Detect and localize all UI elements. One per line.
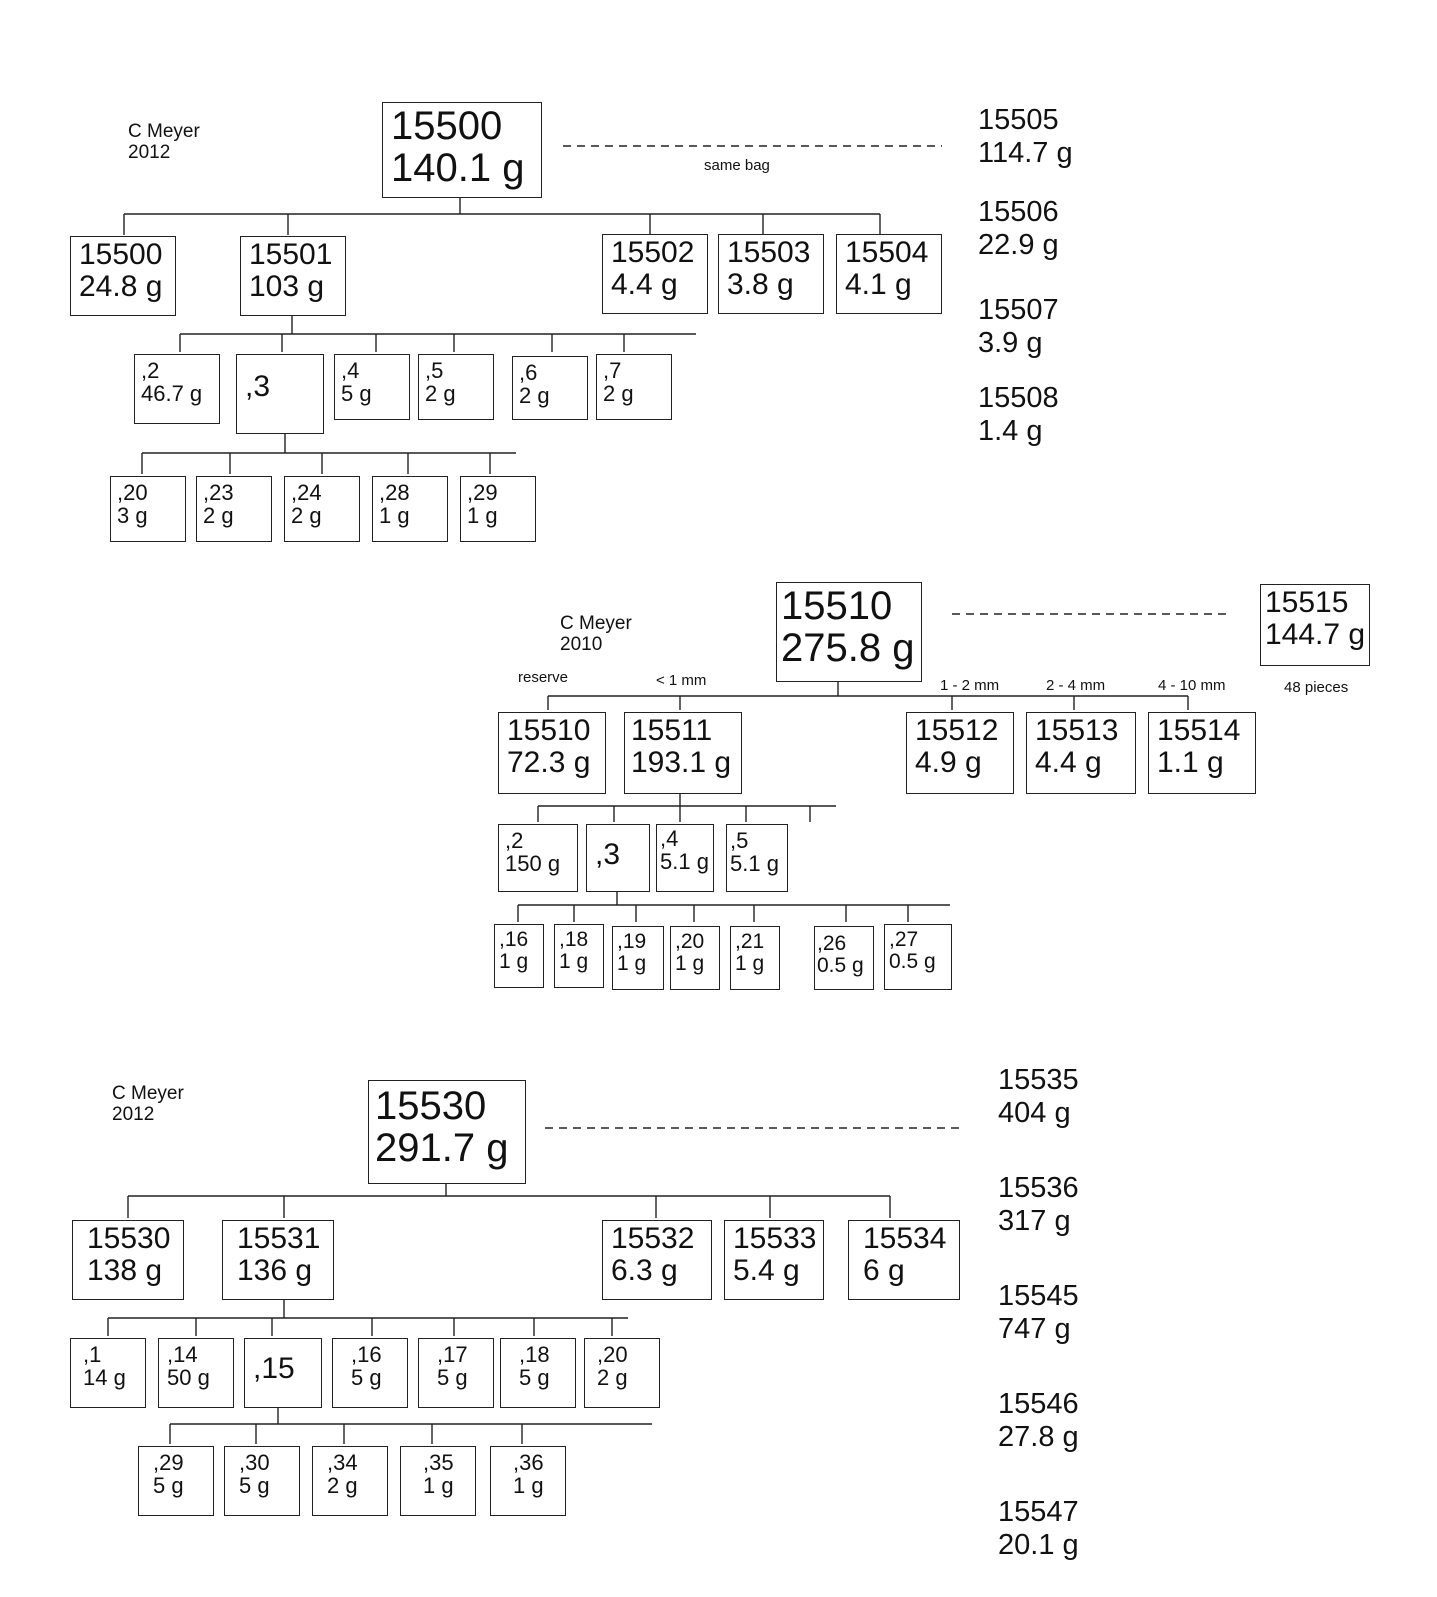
node-weight: 4.4 g: [611, 267, 678, 301]
node-id: 15503: [727, 236, 811, 269]
node: [236, 354, 324, 434]
node-weight: 1 g: [675, 952, 705, 976]
author-label: [112, 1084, 184, 1126]
node-id: 15501: [249, 238, 333, 271]
node-id: ,26: [817, 932, 847, 955]
node-id: ,19: [617, 930, 647, 953]
node-id: ,5: [730, 828, 749, 853]
author-label: [128, 122, 200, 164]
node-weight: 2 g: [203, 503, 234, 529]
node: [400, 1446, 476, 1516]
node-weight: 1.1 g: [1157, 745, 1224, 779]
node-id: ,30: [239, 1450, 270, 1475]
node-id: ,21: [735, 930, 765, 953]
node-weight: 5 g: [239, 1473, 270, 1499]
side-weight: 114.7 g: [978, 137, 1073, 170]
node: [332, 1338, 408, 1408]
node-weight: 2 g: [327, 1473, 358, 1499]
node: [498, 824, 578, 892]
node-id: ,1: [83, 1342, 102, 1367]
node-weight: 291.7 g: [375, 1126, 509, 1170]
label-1-2mm: 1 - 2 mm: [940, 677, 1000, 694]
node-id: 15514: [1157, 714, 1241, 747]
node-id: 15510: [781, 584, 893, 628]
side-id: 15545: [998, 1280, 1079, 1312]
node-id: ,36: [513, 1450, 544, 1475]
node-id: ,23: [203, 480, 234, 505]
node-id: ,20: [117, 480, 148, 505]
node-weight: 1 g: [467, 503, 498, 529]
node-id: ,24: [291, 480, 322, 505]
author-name: C Meyer: [128, 121, 200, 142]
node: [602, 234, 708, 314]
node-id: ,29: [153, 1450, 184, 1475]
node-id: ,14: [167, 1342, 198, 1367]
node-weight: 3 g: [117, 503, 148, 529]
node: [196, 476, 272, 542]
node-weight: 50 g: [167, 1365, 210, 1391]
node-id: ,18: [519, 1342, 550, 1367]
node-id: 15532: [611, 1222, 695, 1255]
node-weight: 2 g: [603, 381, 634, 407]
side-id: 15505: [978, 104, 1059, 136]
node: [730, 926, 780, 990]
node-weight: 138 g: [87, 1253, 163, 1287]
node: [1148, 712, 1256, 794]
node-id: ,4: [341, 358, 360, 383]
node-weight: 1 g: [617, 952, 647, 976]
side-id: 15507: [978, 294, 1059, 326]
node-weight: 6.3 g: [611, 1253, 678, 1287]
node-weight: 46.7 g: [141, 381, 203, 407]
side-entry: [998, 1280, 1079, 1347]
node-weight: 4.4 g: [1035, 745, 1102, 779]
node-id: 15510: [507, 714, 591, 747]
node: [554, 924, 604, 988]
node-weight: 6 g: [863, 1253, 905, 1287]
author-name: C Meyer: [560, 613, 632, 634]
node-id: 15504: [845, 236, 929, 269]
side-entry: [998, 1064, 1079, 1131]
label-2-4mm: 2 - 4 mm: [1046, 677, 1106, 694]
node: [814, 926, 874, 990]
node-id: ,16: [499, 928, 529, 951]
node: [1026, 712, 1136, 794]
node-weight: 275.8 g: [781, 626, 915, 670]
label-reserve: reserve: [518, 669, 569, 686]
node-id: 15530: [87, 1222, 171, 1255]
node-id: ,4: [660, 826, 679, 851]
node: [312, 1446, 388, 1516]
node: [848, 1220, 960, 1300]
node: [836, 234, 942, 314]
node: [418, 1338, 494, 1408]
node: [72, 1220, 184, 1300]
node-id: 15513: [1035, 714, 1119, 747]
node: [724, 1220, 824, 1300]
node: [670, 926, 720, 990]
node: [284, 476, 360, 542]
side-weight: 22.9 g: [978, 229, 1059, 262]
node-weight: 5 g: [519, 1365, 550, 1391]
node: [490, 1446, 566, 1516]
node-weight: 1 g: [513, 1473, 544, 1499]
node: [70, 236, 176, 316]
node: [158, 1338, 234, 1408]
node-weight: 24.8 g: [79, 269, 163, 303]
node-id: ,2: [141, 358, 160, 383]
node-id: 15533: [733, 1222, 817, 1255]
node-weight: 5 g: [341, 381, 372, 407]
author-name: C Meyer: [112, 1083, 184, 1104]
side-entry: [978, 382, 1059, 449]
node: [612, 926, 664, 990]
node-id: ,27: [889, 928, 919, 951]
node-id: ,3: [245, 370, 271, 403]
node-weight: 2 g: [597, 1365, 628, 1391]
node-weight: 144.7 g: [1265, 617, 1366, 651]
node-id: ,17: [437, 1342, 468, 1367]
node: [334, 354, 410, 420]
node-id: ,2: [505, 828, 524, 853]
node-id: ,28: [379, 480, 410, 505]
node: [656, 824, 714, 892]
node-weight: 1 g: [559, 950, 589, 974]
node-weight: 4.1 g: [845, 267, 912, 301]
node: [460, 476, 536, 542]
node-id: 15515: [1265, 586, 1349, 619]
node-weight: 3.8 g: [727, 267, 794, 301]
label-4-10mm: 4 - 10 mm: [1158, 677, 1226, 694]
node-id: ,3: [595, 838, 621, 871]
node: [138, 1446, 214, 1516]
node: [418, 354, 494, 420]
root-node: [382, 102, 542, 198]
side-entry: [978, 196, 1059, 263]
node-id: ,6: [519, 360, 538, 385]
node: [224, 1446, 300, 1516]
side-entry: [998, 1496, 1079, 1563]
side-weight: 404 g: [998, 1097, 1071, 1130]
node-id: 15512: [915, 714, 999, 747]
node: [726, 824, 788, 892]
node-weight: 72.3 g: [507, 745, 591, 779]
side-node: [1260, 584, 1370, 666]
root-node: [368, 1080, 526, 1184]
node: [244, 1338, 322, 1408]
side-weight: 20.1 g: [998, 1529, 1079, 1562]
node-weight: 1 g: [499, 950, 529, 974]
note-same-bag: same bag: [704, 157, 770, 174]
side-id: 15506: [978, 196, 1059, 228]
label-lt1mm: < 1 mm: [656, 672, 707, 689]
node: [602, 1220, 712, 1300]
node-id: ,15: [253, 1352, 295, 1385]
side-weight: 747 g: [998, 1313, 1071, 1346]
node-id: 15530: [375, 1084, 487, 1128]
node: [134, 354, 220, 424]
node: [240, 236, 346, 316]
node-id: ,20: [675, 930, 705, 953]
node-weight: 150 g: [505, 851, 561, 877]
node-weight: 5 g: [437, 1365, 468, 1391]
node-weight: 193.1 g: [631, 745, 732, 779]
root-node: [776, 582, 922, 682]
node-id: 15502: [611, 236, 695, 269]
node: [512, 356, 588, 420]
author-label: [560, 614, 632, 656]
side-id: 15535: [998, 1064, 1079, 1096]
side-entry: [978, 104, 1073, 171]
node: [596, 354, 672, 420]
node-id: ,20: [597, 1342, 628, 1367]
node: [70, 1338, 146, 1408]
node-weight: 1 g: [735, 952, 765, 976]
node: [498, 712, 606, 794]
side-id: 15508: [978, 382, 1059, 414]
node-weight: 14 g: [83, 1365, 126, 1391]
node: [372, 476, 448, 542]
node-id: 15500: [79, 238, 163, 271]
node-weight: 140.1 g: [391, 146, 525, 190]
side-id: 15546: [998, 1388, 1079, 1420]
author-year: 2012: [112, 1103, 155, 1125]
node: [906, 712, 1014, 794]
side-entry: [998, 1388, 1079, 1455]
node-id: ,5: [425, 358, 444, 383]
node-id: ,16: [351, 1342, 382, 1367]
node-weight: 136 g: [237, 1253, 313, 1287]
side-entry: [998, 1172, 1079, 1239]
node: [110, 476, 186, 542]
node: [494, 924, 544, 988]
side-entry: [978, 294, 1059, 361]
node-weight: 5.1 g: [730, 851, 779, 877]
node-weight: 5 g: [351, 1365, 382, 1391]
node-id: ,35: [423, 1450, 454, 1475]
node-id: ,18: [559, 928, 589, 951]
node-weight: 5 g: [153, 1473, 184, 1499]
node: [718, 234, 824, 314]
node-id: 15534: [863, 1222, 947, 1255]
side-weight: 317 g: [998, 1205, 1071, 1238]
node-weight: 5.1 g: [660, 849, 709, 875]
node: [222, 1220, 334, 1300]
side-weight: 27.8 g: [998, 1421, 1079, 1454]
node-id: 15531: [237, 1222, 321, 1255]
node: [584, 1338, 660, 1408]
side-id: 15536: [998, 1172, 1079, 1204]
node: [586, 824, 650, 892]
node-weight: 1 g: [379, 503, 410, 529]
node-weight: 0.5 g: [889, 950, 936, 974]
node-id: ,7: [603, 358, 622, 383]
node: [884, 924, 952, 990]
node-id: ,29: [467, 480, 498, 505]
author-year: 2010: [560, 633, 603, 655]
node: [624, 712, 742, 794]
node-weight: 2 g: [519, 383, 550, 409]
node-id: 15500: [391, 104, 503, 148]
node-weight: 0.5 g: [817, 954, 864, 978]
side-weight: 1.4 g: [978, 415, 1043, 448]
node-weight: 5.4 g: [733, 1253, 800, 1287]
node-weight: 103 g: [249, 269, 325, 303]
author-year: 2012: [128, 141, 171, 163]
node-weight: 2 g: [291, 503, 322, 529]
node-weight: 4.9 g: [915, 745, 982, 779]
side-id: 15547: [998, 1496, 1079, 1528]
side-weight: 3.9 g: [978, 327, 1043, 360]
node-weight: 1 g: [423, 1473, 454, 1499]
node-weight: 2 g: [425, 381, 456, 407]
node-id: 15511: [631, 714, 713, 747]
label-pieces: 48 pieces: [1284, 679, 1349, 696]
node-id: ,34: [327, 1450, 358, 1475]
node: [500, 1338, 576, 1408]
